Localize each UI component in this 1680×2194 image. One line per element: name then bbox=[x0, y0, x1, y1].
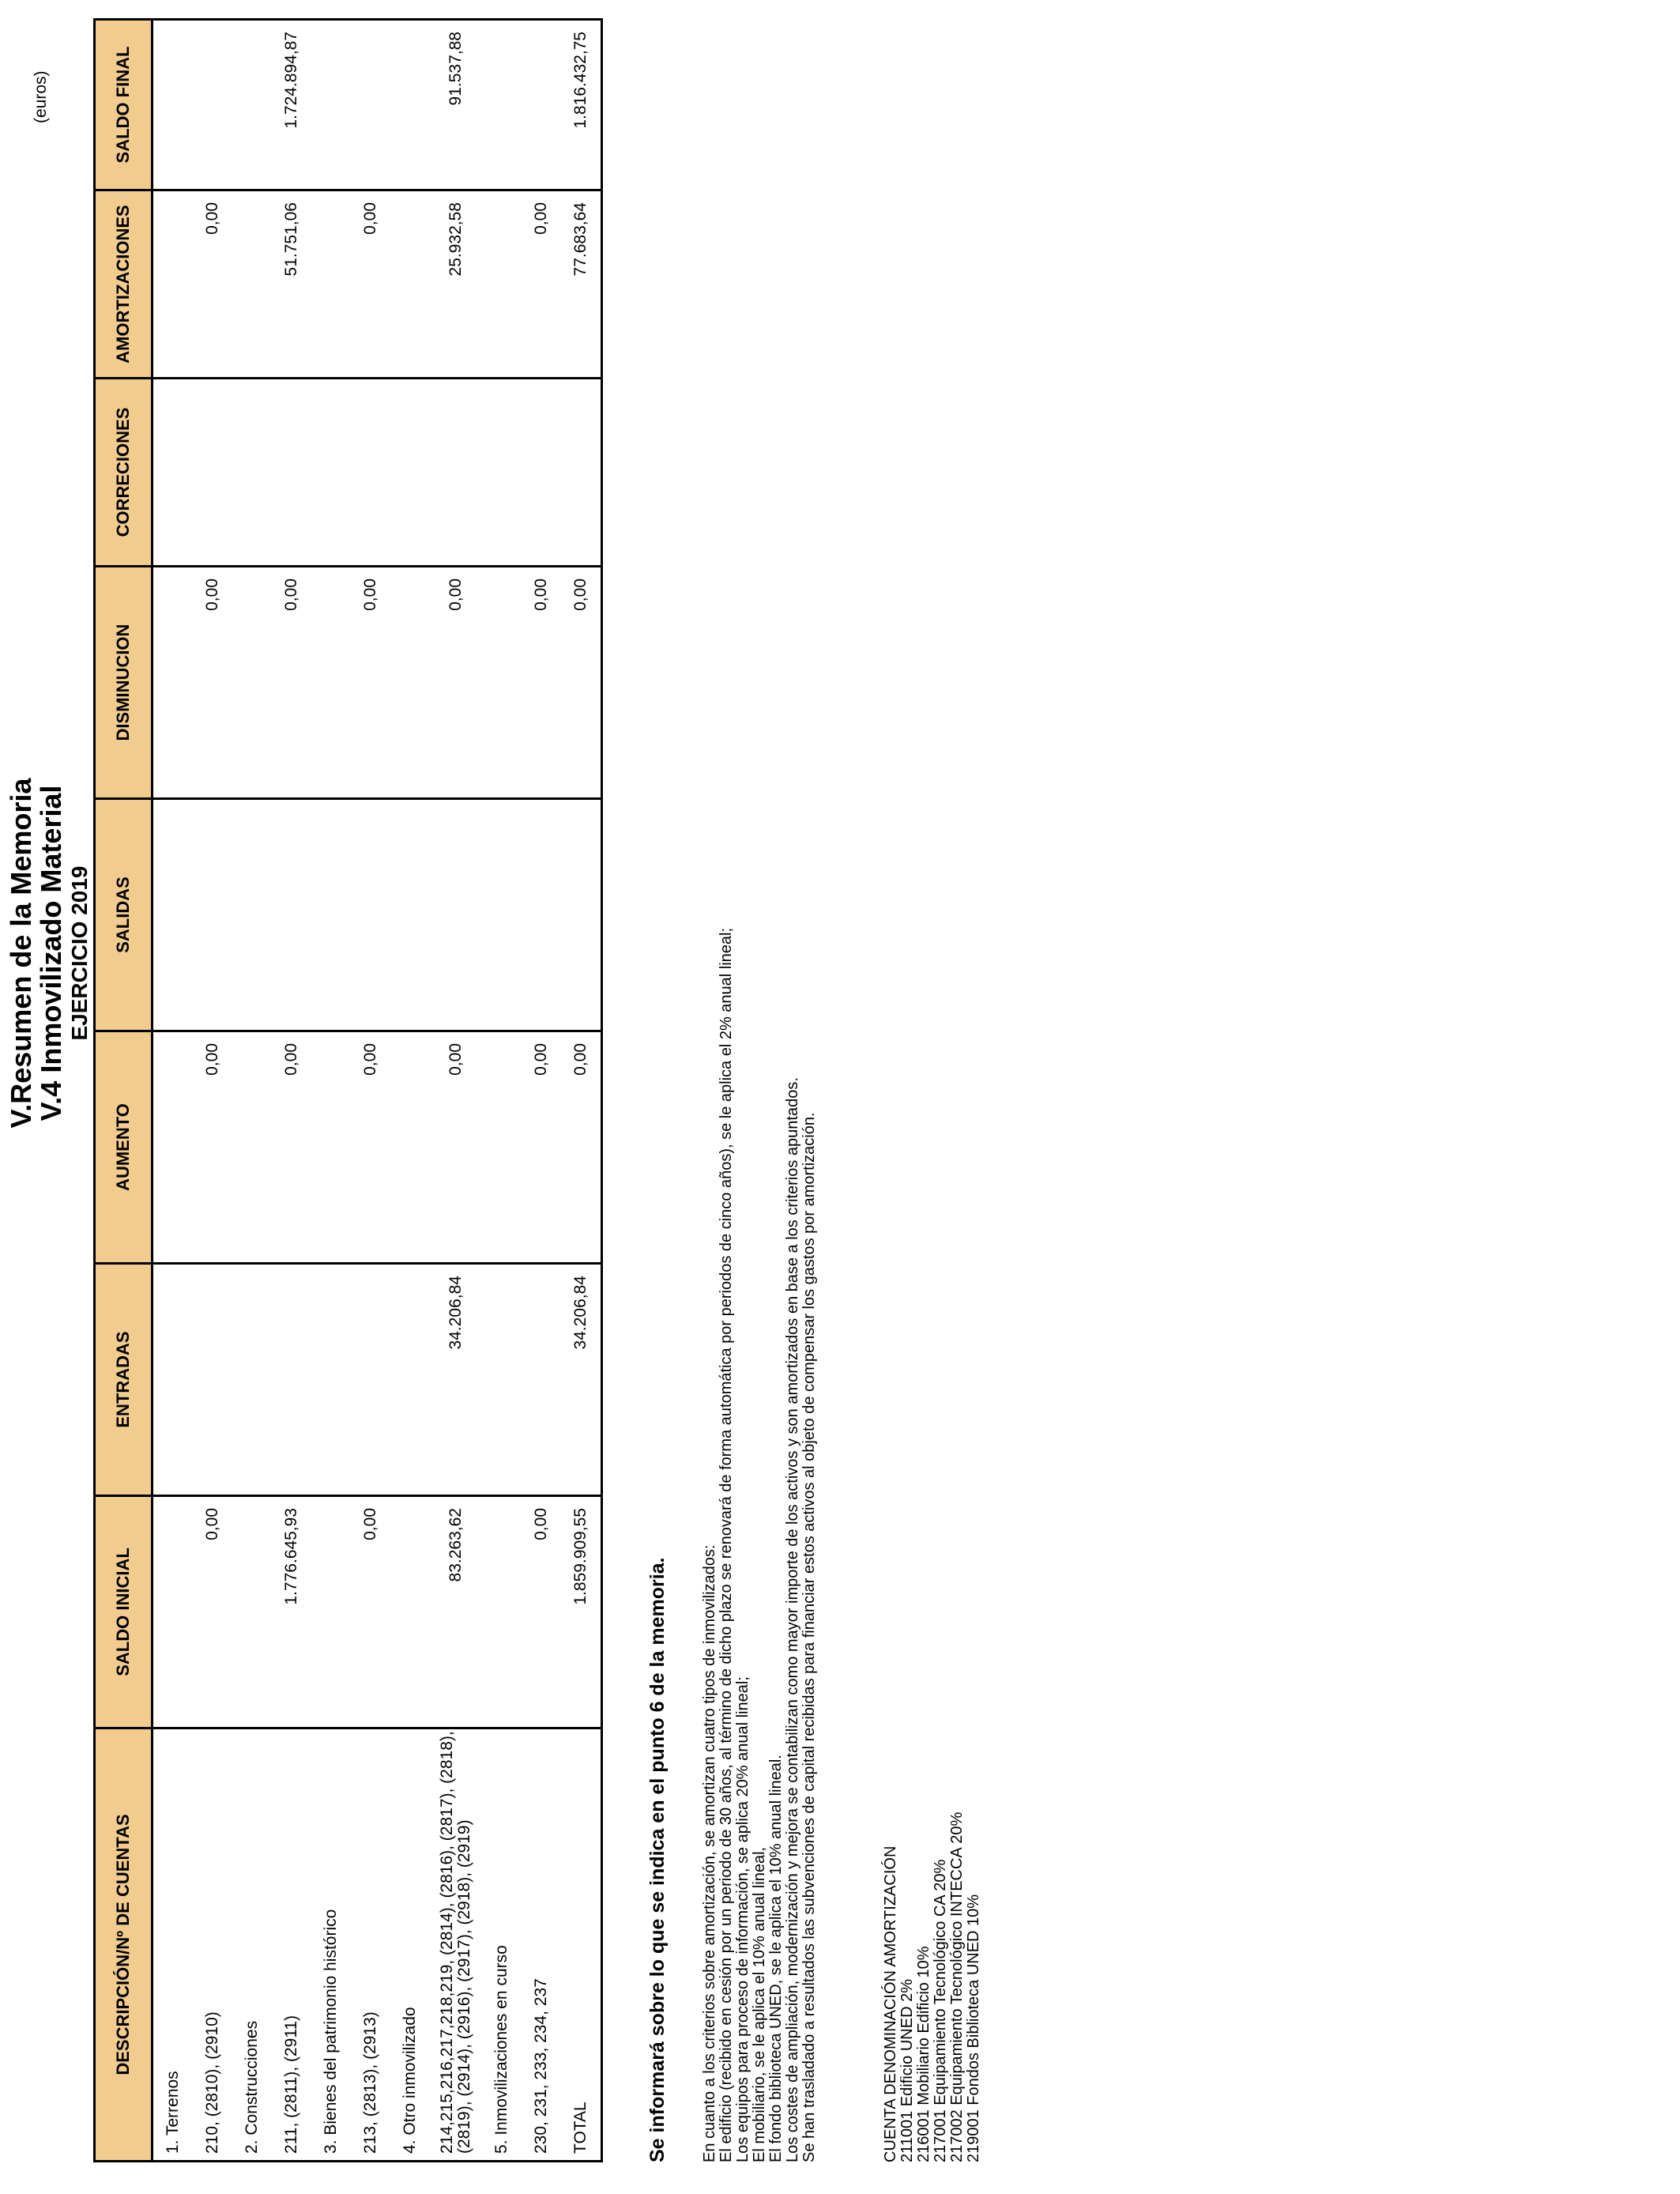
correciones-cell bbox=[522, 379, 561, 567]
aumento-cell: 0,00 bbox=[193, 1031, 232, 1264]
note-line: Los costes de ampliación, modernización y mejora se contabilizan como mayor importe de los activos y son amortizados en base a los criterios apuntados. bbox=[784, 1077, 801, 2162]
table-header-row bbox=[95, 20, 153, 2162]
note-line: El mobiliario, se le aplica el 10% anual lineal, bbox=[751, 1846, 768, 2162]
saldo-final-cell: 1.816.432,75 bbox=[561, 20, 602, 190]
note-line: Los equipos para proceso de información, se aplica 20% anual lineal; bbox=[734, 1676, 751, 2162]
amortizaciones-cell bbox=[482, 190, 522, 379]
note-line: El edificio (recibido en cesión por un periodo de 30 años, al término de dicho plazo se renovará de forma automática por periodos de cinco años), se le aplica el 2% anual lineal; bbox=[718, 927, 735, 2162]
disminucion-cell bbox=[232, 567, 272, 799]
salidas-cell bbox=[232, 799, 272, 1031]
aumento-cell bbox=[153, 1031, 194, 1264]
code-line: 211001 Edificio UNED 2% bbox=[898, 1979, 916, 2162]
inmovilizado-table bbox=[93, 18, 603, 2162]
row-description: 210, (2810), (2910) bbox=[193, 1728, 232, 2162]
entradas-cell bbox=[232, 1264, 272, 1496]
fiscal-year: EJERCICIO 2019 bbox=[67, 865, 92, 1041]
salidas-cell bbox=[482, 799, 522, 1031]
salidas-cell bbox=[311, 799, 351, 1031]
column-header: DISMINUCION bbox=[95, 567, 153, 799]
column-header: ENTRADAS bbox=[95, 1264, 153, 1496]
row-description: 230, 231, 233, 234, 237 bbox=[522, 1728, 561, 2162]
saldo-inicial-cell: 0,00 bbox=[193, 1496, 232, 1728]
title-block bbox=[6, 637, 93, 1269]
entradas-cell: 34.206,84 bbox=[430, 1264, 482, 1496]
amortizaciones-cell: 51.751,06 bbox=[272, 190, 311, 379]
row-description: 2. Construcciones bbox=[232, 1728, 272, 2162]
aumento-cell: 0,00 bbox=[522, 1031, 561, 1264]
saldo-inicial-cell bbox=[153, 1496, 194, 1728]
entradas-cell bbox=[390, 1264, 430, 1496]
table-row bbox=[232, 20, 272, 2162]
row-description: 5. Inmovilizaciones en curso bbox=[482, 1728, 522, 2162]
correciones-cell bbox=[232, 379, 272, 567]
salidas-cell bbox=[390, 799, 430, 1031]
table-row bbox=[272, 20, 311, 2162]
disminucion-cell bbox=[311, 567, 351, 799]
row-description: 214,215,216,217,218,219, (2814), (2816), (2817), (2818), (2819), (2914), (2916), (2917), (2918), (2919) bbox=[430, 1728, 482, 2162]
entradas-cell bbox=[272, 1264, 311, 1496]
entradas-cell: 34.206,84 bbox=[561, 1264, 602, 1496]
column-header: CORRECIONES bbox=[95, 379, 153, 567]
salidas-cell bbox=[272, 799, 311, 1031]
column-header: SALIDAS bbox=[95, 799, 153, 1031]
account-codes-list bbox=[883, 1812, 982, 2162]
aumento-cell: 0,00 bbox=[351, 1031, 390, 1264]
saldo-final-cell bbox=[390, 20, 430, 190]
entradas-cell bbox=[522, 1264, 561, 1496]
disminucion-cell: 0,00 bbox=[351, 567, 390, 799]
table-row bbox=[193, 20, 232, 2162]
saldo-final-cell bbox=[193, 20, 232, 190]
disminucion-cell: 0,00 bbox=[272, 567, 311, 799]
saldo-inicial-cell bbox=[390, 1496, 430, 1728]
units-label: (euros) bbox=[32, 70, 50, 123]
salidas-cell bbox=[561, 799, 602, 1031]
saldo-final-cell bbox=[153, 20, 194, 190]
info-note: Se informará sobre lo que se indica en el punto 6 de la memoria. bbox=[646, 1557, 669, 2162]
code-line: 217002 Equipamiento Tecnológico INTECCA 20% bbox=[948, 1811, 966, 2162]
amortizaciones-cell: 0,00 bbox=[522, 190, 561, 379]
table-row bbox=[311, 20, 351, 2162]
correciones-cell bbox=[482, 379, 522, 567]
table-row bbox=[430, 20, 482, 2162]
entradas-cell bbox=[311, 1264, 351, 1496]
salidas-cell bbox=[193, 799, 232, 1031]
aumento-cell: 0,00 bbox=[430, 1031, 482, 1264]
entradas-cell bbox=[351, 1264, 390, 1496]
correciones-cell bbox=[561, 379, 602, 567]
saldo-final-cell bbox=[522, 20, 561, 190]
amortizaciones-cell: 77.683,64 bbox=[561, 190, 602, 379]
saldo-final-cell bbox=[311, 20, 351, 190]
note-line: Se han trasladado a resultados las subvenciones de capital recibidas para financiar estos activos al objeto de compensar los gastos por amortización. bbox=[800, 1112, 818, 2162]
amortizaciones-cell bbox=[311, 190, 351, 379]
disminucion-cell bbox=[153, 567, 194, 799]
total-row bbox=[561, 20, 602, 2162]
saldo-inicial-cell: 0,00 bbox=[351, 1496, 390, 1728]
amortizaciones-cell bbox=[153, 190, 194, 379]
aumento-cell bbox=[232, 1031, 272, 1264]
column-header: AUMENTO bbox=[95, 1031, 153, 1264]
saldo-final-cell bbox=[351, 20, 390, 190]
saldo-final-cell: 91.537,88 bbox=[430, 20, 482, 190]
aumento-cell bbox=[482, 1031, 522, 1264]
column-header: SALDO FINAL bbox=[95, 20, 153, 190]
disminucion-cell: 0,00 bbox=[430, 567, 482, 799]
aumento-cell: 0,00 bbox=[272, 1031, 311, 1264]
table-row bbox=[522, 20, 561, 2162]
correciones-cell bbox=[193, 379, 232, 567]
amortizaciones-cell: 0,00 bbox=[193, 190, 232, 379]
amortizaciones-cell bbox=[390, 190, 430, 379]
disminucion-cell bbox=[390, 567, 430, 799]
disminucion-cell bbox=[482, 567, 522, 799]
note-line: El fondo biblioteca UNED, se le aplica el 10% anual lineal. bbox=[767, 1755, 785, 2162]
column-header: DESCRIPCIÓN/Nº DE CUENTAS bbox=[95, 1728, 153, 2162]
saldo-final-cell bbox=[482, 20, 522, 190]
entradas-cell bbox=[193, 1264, 232, 1496]
code-line: 219001 Fondos Biblioteca UNED 10% bbox=[965, 1894, 982, 2162]
amortization-notes bbox=[702, 928, 818, 2162]
saldo-final-cell bbox=[232, 20, 272, 190]
page-subtitle: V.4 Inmovilizado Material bbox=[35, 785, 67, 1122]
saldo-inicial-cell bbox=[482, 1496, 522, 1728]
correciones-cell bbox=[390, 379, 430, 567]
row-description: 4. Otro inmovilizado bbox=[390, 1728, 430, 2162]
aumento-cell bbox=[311, 1031, 351, 1264]
disminucion-cell: 0,00 bbox=[561, 567, 602, 799]
entradas-cell bbox=[153, 1264, 194, 1496]
salidas-cell bbox=[430, 799, 482, 1031]
amortizaciones-cell: 25.932,58 bbox=[430, 190, 482, 379]
correciones-cell bbox=[272, 379, 311, 567]
salidas-cell bbox=[522, 799, 561, 1031]
row-description: 211, (2811), (2911) bbox=[272, 1728, 311, 2162]
row-description: 3. Bienes del patrimonio histórico bbox=[311, 1728, 351, 2162]
disminucion-cell: 0,00 bbox=[193, 567, 232, 799]
correciones-cell bbox=[311, 379, 351, 567]
correciones-cell bbox=[430, 379, 482, 567]
page-title: V.Resumen de la Memoria bbox=[5, 778, 37, 1129]
amortizaciones-cell: 0,00 bbox=[351, 190, 390, 379]
note-line: En cuanto a los criterios sobre amortización, se amortizan cuatro tipos de inmovilizados: bbox=[701, 1544, 718, 2162]
aumento-cell bbox=[390, 1031, 430, 1264]
disminucion-cell: 0,00 bbox=[522, 567, 561, 799]
entradas-cell bbox=[482, 1264, 522, 1496]
saldo-inicial-cell: 1.859.909,55 bbox=[561, 1496, 602, 1728]
salidas-cell bbox=[351, 799, 390, 1031]
table-row bbox=[351, 20, 390, 2162]
correciones-cell bbox=[351, 379, 390, 567]
amortizaciones-cell bbox=[232, 190, 272, 379]
correciones-cell bbox=[153, 379, 194, 567]
column-header: AMORTIZACIONES bbox=[95, 190, 153, 379]
salidas-cell bbox=[153, 799, 194, 1031]
table-row bbox=[482, 20, 522, 2162]
row-description: 1. Terrenos bbox=[153, 1728, 194, 2162]
codes-header: CUENTA DENOMINACIÓN AMORTIZACIÓN bbox=[882, 1845, 899, 2162]
column-header: SALDO INICIAL bbox=[95, 1496, 153, 1728]
saldo-final-cell: 1.724.894,87 bbox=[272, 20, 311, 190]
code-line: 216001 Mobiliario Edificio 10% bbox=[915, 1946, 932, 2162]
saldo-inicial-cell bbox=[232, 1496, 272, 1728]
code-line: 217001 Equipamiento Tecnológico CA 20% bbox=[932, 1859, 949, 2162]
table-row bbox=[153, 20, 194, 2162]
aumento-cell: 0,00 bbox=[561, 1031, 602, 1264]
saldo-inicial-cell: 1.776.645,93 bbox=[272, 1496, 311, 1728]
saldo-inicial-cell: 0,00 bbox=[522, 1496, 561, 1728]
saldo-inicial-cell bbox=[311, 1496, 351, 1728]
table-row bbox=[390, 20, 430, 2162]
row-description: TOTAL bbox=[561, 1728, 602, 2162]
row-description: 213, (2813), (2913) bbox=[351, 1728, 390, 2162]
saldo-inicial-cell: 83.263,62 bbox=[430, 1496, 482, 1728]
